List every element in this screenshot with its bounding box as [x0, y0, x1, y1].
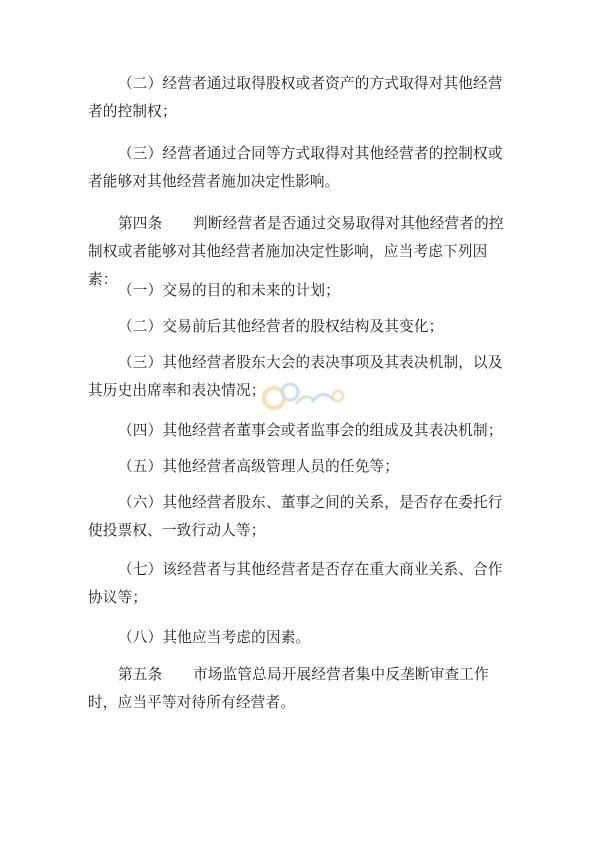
- article-number: 第五条: [118, 666, 163, 683]
- paragraph-text: （三）经营者通过合同等方式取得对其他经营者的控制权或者能够对其他经营者施加决定性影响。: [88, 145, 503, 190]
- paragraph-text: （六）其他经营者股东、董事之间的关系，是否存在委托行使投票权、一致行动人等；: [88, 494, 503, 539]
- paragraph: [88, 556, 508, 612]
- article-paragraph: [88, 661, 508, 717]
- paragraph-text: （七）该经营者与其他经营者是否存在重大商业关系、合作协议等；: [88, 561, 503, 606]
- paragraph-text: （四）其他经营者董事会或者监事会的组成及其表决机制；: [118, 422, 503, 439]
- paragraph: [88, 313, 508, 341]
- paragraph-text: （一）交易的目的和未来的计划；: [118, 282, 340, 299]
- paragraph-text: （三）其他经营者股东大会的表决事项及其表决机制，以及其历史出席率和表决情况；: [88, 354, 503, 399]
- paragraph-text: （五）其他经营者高级管理人员的任免等；: [118, 458, 400, 475]
- paragraph-text: （二）经营者通过取得股权或者资产的方式取得对其他经营者的控制权；: [88, 75, 503, 120]
- paragraph-text: 市场监管总局开展经营者集中反垄断审查工作时，应当平等对待所有经营者。: [88, 666, 489, 711]
- paragraph-text: （八）其他应当考虑的因素。: [118, 629, 311, 646]
- paragraph: [88, 453, 508, 481]
- cloud-logo-icon: [260, 378, 350, 418]
- paragraph: [88, 624, 508, 652]
- paragraph: [88, 417, 508, 445]
- paragraph: [88, 277, 508, 305]
- article-number: 第四条: [118, 215, 163, 232]
- paragraph: [88, 70, 508, 126]
- paragraph: [88, 489, 508, 545]
- paragraph-text: （二）交易前后其他经营者的股权结构及其变化；: [118, 318, 444, 335]
- paragraph-text: 判断经营者是否通过交易取得对其他经营者的控制权或者能够对其他经营者施加决定性影响，应当考虑下列因素：: [88, 215, 504, 288]
- paragraph: [88, 140, 508, 196]
